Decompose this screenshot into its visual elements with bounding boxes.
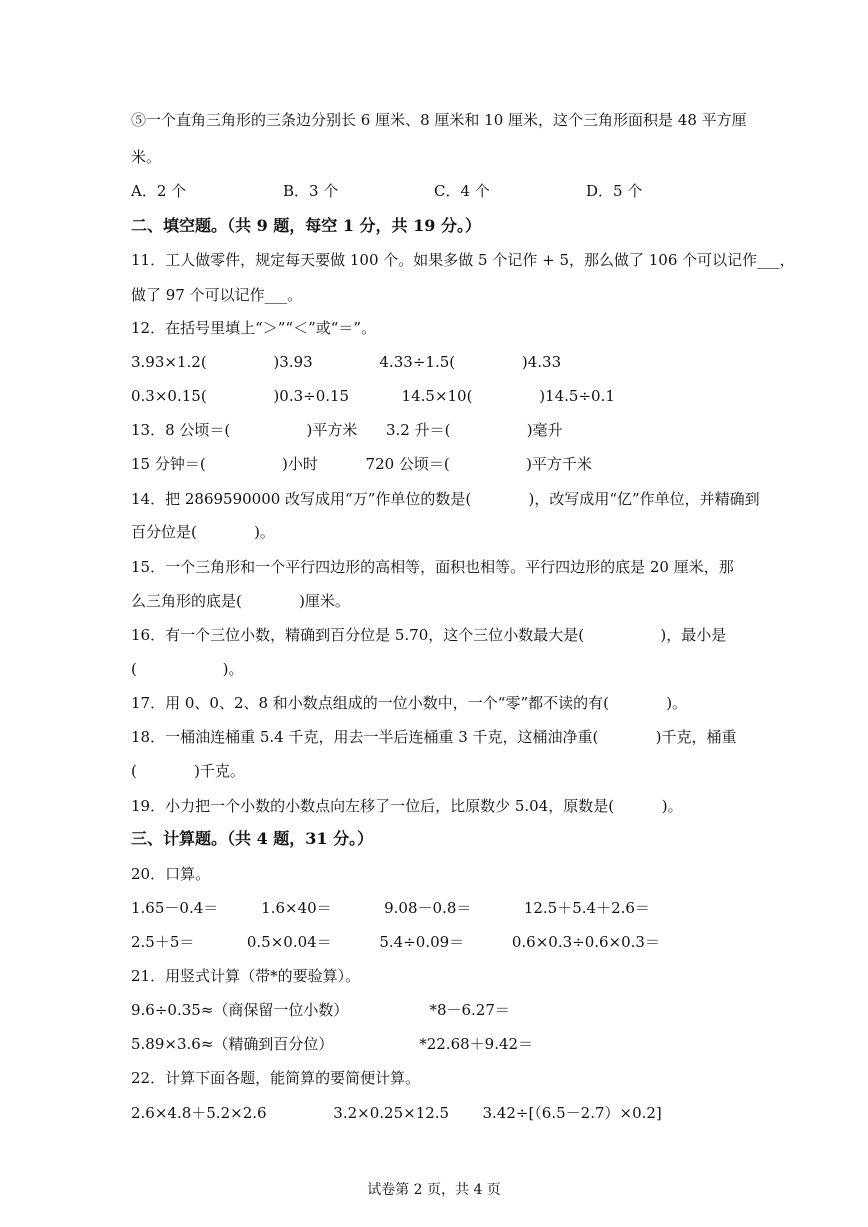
page-footer: 试卷第 2 页，共 4 页 bbox=[367, 1182, 501, 1198]
question-18-line-1: 18．一桶油连桶重 5.4 千克，用去一半后连桶重 3 千克，这桶油净重( )千克，桶重 bbox=[131, 728, 737, 746]
option-b: B．3 个 bbox=[283, 182, 339, 200]
question-21-row-2: 5.89×3.6≈（精确到百分位） *22.68＋9.42＝ bbox=[131, 1035, 534, 1053]
question-5-line-1: ⑤一个直角三角形的三条边分别长 6 厘米、8 厘米和 10 厘米，这个三角形面积是 48 平方厘 bbox=[131, 111, 747, 129]
option-d: D．5 个 bbox=[586, 182, 643, 200]
question-12: 12．在括号里填上“＞”“＜”或“＝”。 bbox=[131, 319, 377, 337]
option-a: A．2 个 bbox=[131, 182, 187, 200]
question-19: 19．小力把一个小数的小数点向左移了一位后，比原数少 5.04，原数是( )。 bbox=[131, 797, 683, 815]
question-11-line-2: 做了 97 个可以记作___。 bbox=[131, 286, 303, 304]
question-13-row-2: 15 分钟＝( )小时 720 公顷＝( )平方千米 bbox=[131, 455, 592, 473]
question-21-row-1: 9.6÷0.35≈（商保留一位小数） *8－6.27＝ bbox=[131, 1001, 510, 1019]
question-21: 21．用竖式计算（带*的要验算）。 bbox=[131, 967, 361, 985]
question-11-line-1: 11．工人做零件，规定每天要做 100 个。如果多做 5 个记作 + 5，那么做了 106 个可以记作___， bbox=[131, 251, 795, 269]
section-heading-calculation: 三、计算题。（共 4 题，31 分。） bbox=[131, 829, 374, 848]
question-16-line-1: 16．有一个三位小数，精确到百分位是 5.70，这个三位小数最大是( )，最小是 bbox=[131, 626, 727, 644]
question-5-line-2: 米。 bbox=[131, 148, 162, 166]
question-13-row-1: 13．8 公顷＝( )平方米 3.2 升＝( )毫升 bbox=[131, 421, 563, 439]
question-12-row-2: 0.3×0.15( )0.3÷0.15 14.5×10( )14.5÷0.1 bbox=[131, 387, 615, 405]
section-heading-fill-in: 二、填空题。（共 9 题，每空 1 分，共 19 分。） bbox=[131, 216, 481, 235]
question-20: 20．口算。 bbox=[131, 865, 211, 883]
question-22-row-1: 2.6×4.8＋5.2×2.6 3.2×0.25×12.5 3.42÷[（6.5－2.7）×0.2] bbox=[131, 1104, 662, 1122]
question-20-row-2: 2.5＋5＝ 0.5×0.04＝ 5.4÷0.09＝ 0.6×0.3÷0.6×0.3＝ bbox=[131, 933, 660, 951]
question-20-row-1: 1.65－0.4＝ 1.6×40＝ 9.08－0.8＝ 12.5＋5.4＋2.6＝ bbox=[131, 899, 650, 917]
question-16-line-2: ( )。 bbox=[131, 660, 244, 678]
question-22: 22．计算下面各题，能简算的要简便计算。 bbox=[131, 1069, 421, 1087]
option-c: C．4 个 bbox=[434, 182, 490, 200]
question-12-row-1: 3.93×1.2( )3.93 4.33÷1.5( )4.33 bbox=[131, 353, 562, 371]
question-15-line-1: 15．一个三角形和一个平行四边形的高相等，面积也相等。平行四边形的底是 20 厘米，那 bbox=[131, 558, 734, 576]
question-14-line-2: 百分位是( )。 bbox=[131, 523, 275, 541]
question-14-line-1: 14．把 2869590000 改写成用“万”作单位的数是( )，改写成用“亿”作单位，并精确到 bbox=[131, 490, 760, 508]
question-18-line-2: ( )千克。 bbox=[131, 762, 245, 780]
question-17: 17．用 0、0、2、8 和小数点组成的一位小数中，一个“零”都不读的有( )。 bbox=[131, 694, 688, 712]
question-15-line-2: 么三角形的底是( )厘米。 bbox=[131, 592, 350, 610]
